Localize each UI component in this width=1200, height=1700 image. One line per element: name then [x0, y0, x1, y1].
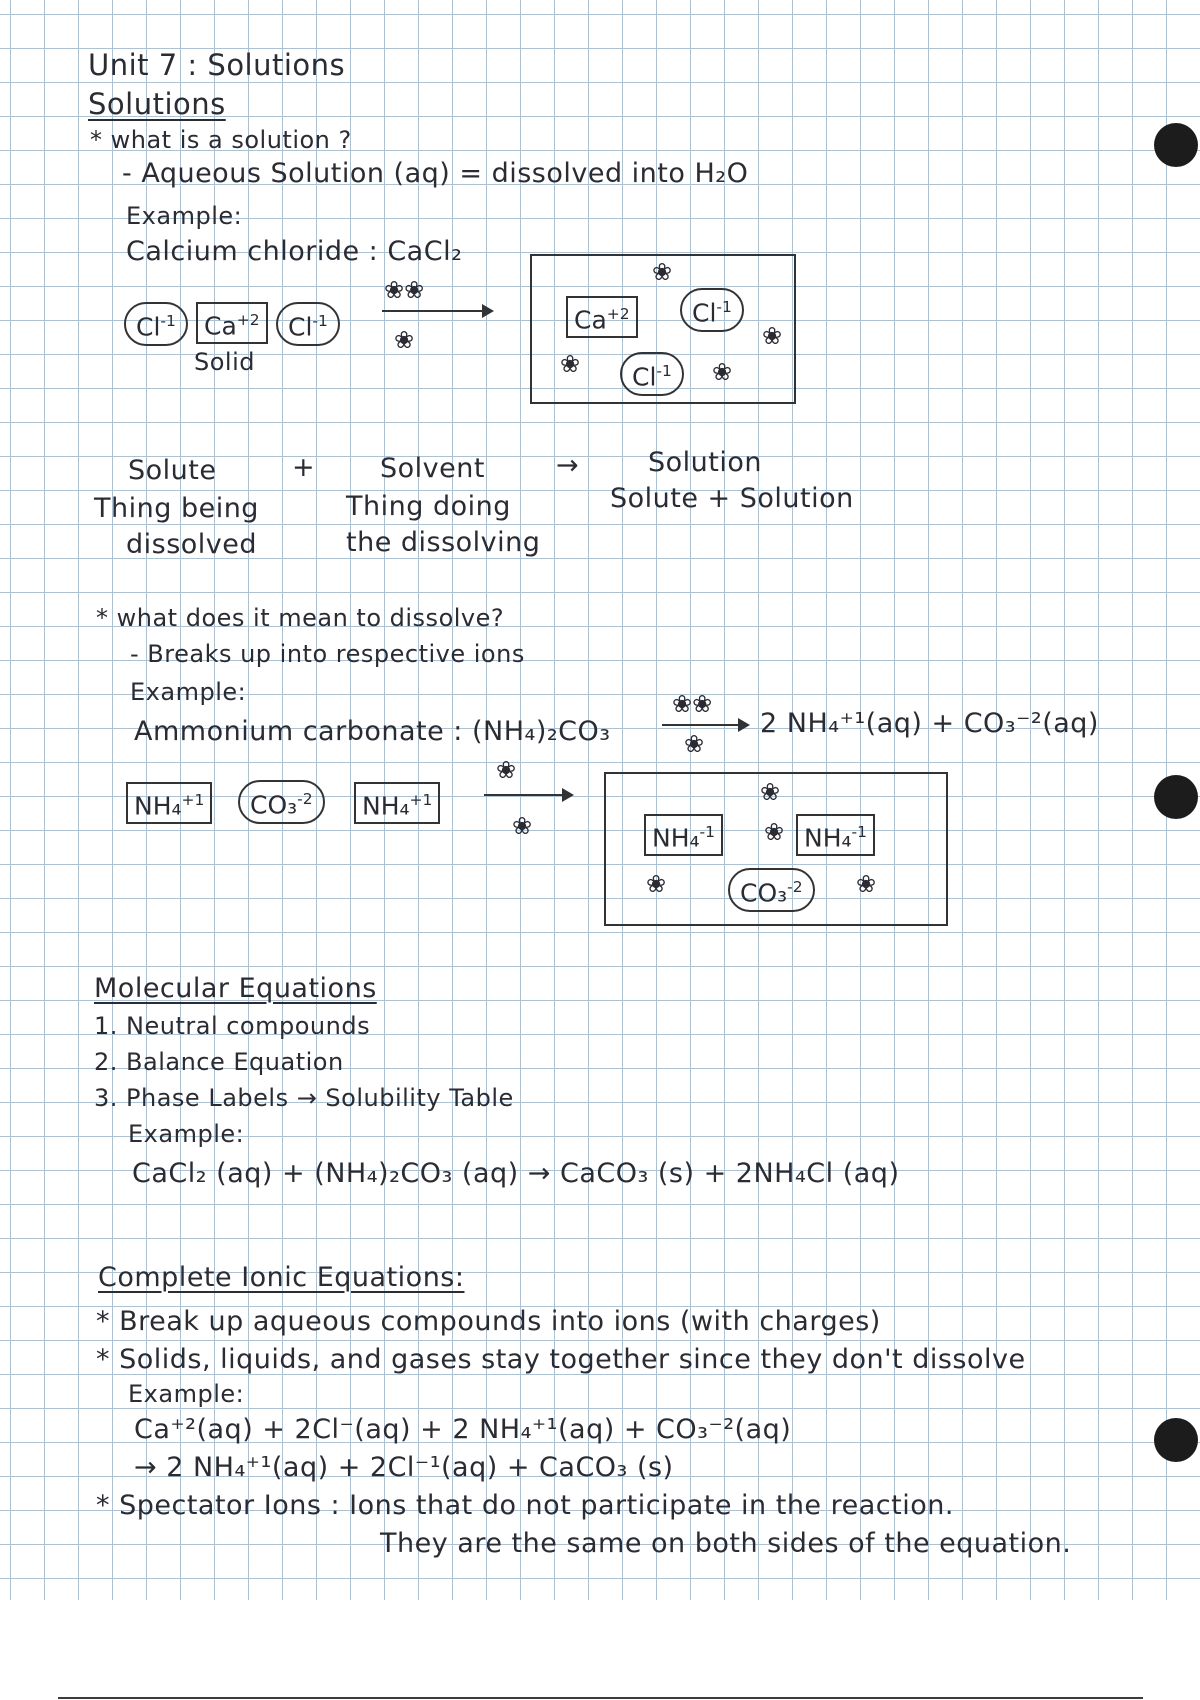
binder-hole — [1154, 775, 1198, 819]
solute-definition-line1: Thing being — [94, 493, 259, 524]
ion-ca-box: $Ca^{+2}$ — [196, 302, 268, 344]
dissolve-arrow — [382, 310, 484, 312]
molecular-equations-heading: Molecular Equations — [94, 973, 377, 1004]
spectator-ions-definition-2: They are the same on both sides of the equation. — [380, 1528, 1072, 1559]
water-molecule-icon: ❀ — [764, 818, 785, 846]
ionic-equations-heading: Complete Ionic Equations: — [98, 1262, 465, 1293]
ion-nh4-box: NH₄$^{+1}$ — [354, 782, 440, 824]
ionic-rule-2: * Solids, liquids, and gases stay together since they don't dissolve — [96, 1344, 1026, 1375]
water-molecule-icon: ❀❀ — [384, 276, 425, 304]
water-molecule-icon: ❀ — [684, 730, 705, 758]
molecular-step-1: 1. Neutral compounds — [94, 1012, 371, 1040]
solution-definition: Solute + Solution — [610, 483, 854, 514]
question-what-is-solution: * what is a solution ? — [90, 126, 352, 154]
ionic-equation-line2: → 2 NH₄⁺¹(aq) + 2Cl⁻¹(aq) + CaCO₃ (s) — [134, 1452, 674, 1483]
dissolve-arrow — [484, 794, 564, 796]
solid-label: Solid — [194, 348, 255, 376]
ion-co3-oval: CO₃$^{-2}$ — [728, 868, 815, 912]
ion-nh4-box: NH₄$^{+1}$ — [126, 782, 212, 824]
molecular-step-3: 3. Phase Labels → Solubility Table — [94, 1084, 514, 1112]
solute-label: Solute — [128, 455, 217, 486]
page-bottom-margin — [0, 1600, 1200, 1700]
ammonium-products: 2 NH₄⁺¹(aq) + CO₃⁻²(aq) — [760, 708, 1099, 739]
example-label: Example: — [128, 1120, 245, 1148]
example-label: Example: — [126, 202, 243, 230]
water-molecule-icon: ❀ — [762, 322, 783, 350]
binder-hole — [1154, 1418, 1198, 1462]
example-label: Example: — [130, 678, 247, 706]
molecular-equation: CaCl₂ (aq) + (NH₄)₂CO₃ (aq) → CaCO₃ (s) + 2NH₄Cl (aq) — [132, 1158, 900, 1189]
ionic-rule-1: * Break up aqueous compounds into ions (with charges) — [96, 1306, 881, 1337]
dissolve-arrow — [662, 724, 740, 726]
water-molecule-icon: ❀ — [560, 350, 581, 378]
arrow-sign: → — [556, 450, 580, 481]
question-dissolve: * what does it mean to dissolve? — [96, 604, 505, 632]
ionic-equation-line1: Ca⁺²(aq) + 2Cl⁻(aq) + 2 NH₄⁺¹(aq) + CO₃⁻²(aq) — [134, 1414, 792, 1445]
solvent-definition-line1: Thing doing — [346, 491, 511, 522]
solute-definition-line2: dissolved — [126, 529, 258, 560]
ion-cl-oval: $Cl^{-1}$ — [620, 352, 684, 396]
example-label: Example: — [128, 1380, 245, 1408]
binder-hole — [1154, 123, 1198, 167]
page-title: Unit 7 : Solutions — [88, 48, 346, 82]
aqueous-definition: - Aqueous Solution (aq) = dissolved into H₂O — [122, 158, 749, 189]
ion-ca-box: $Ca^{+2}$ — [566, 296, 638, 338]
water-molecule-icon: ❀ — [652, 258, 673, 286]
solution-label: Solution — [648, 447, 762, 478]
water-molecule-icon: ❀ — [856, 870, 877, 898]
water-molecule-icon: ❀ — [512, 812, 533, 840]
plus-sign: + — [292, 452, 316, 483]
ion-cl-oval: $Cl^{-1}$ — [276, 302, 340, 346]
solvent-definition-line2: the dissolving — [346, 527, 541, 558]
ion-cl-oval: $Cl^{-1}$ — [124, 302, 188, 346]
ion-co3-oval: CO₃$^{-2}$ — [238, 780, 325, 824]
ion-nh4-box: NH₄$^{-1}$ — [796, 814, 875, 856]
calcium-chloride-line: Calcium chloride : CaCl₂ — [126, 236, 463, 267]
ion-cl-oval: $Cl^{-1}$ — [680, 288, 744, 332]
water-molecule-icon: ❀ — [496, 756, 517, 784]
water-molecule-icon: ❀ — [712, 358, 733, 386]
ion-nh4-box: NH₄$^{-1}$ — [644, 814, 723, 856]
breaks-into-ions: - Breaks up into respective ions — [130, 640, 525, 668]
ammonium-carbonate-line: Ammonium carbonate : (NH₄)₂CO₃ — [134, 716, 611, 747]
solvent-label: Solvent — [380, 453, 485, 484]
molecular-step-2: 2. Balance Equation — [94, 1048, 344, 1076]
water-molecule-icon: ❀ — [394, 326, 415, 354]
water-molecule-icon: ❀❀ — [672, 690, 713, 718]
water-molecule-icon: ❀ — [760, 778, 781, 806]
spectator-ions-definition: * Spectator Ions : Ions that do not participate in the reaction. — [96, 1490, 954, 1521]
water-molecule-icon: ❀ — [646, 870, 667, 898]
section-heading-solutions: Solutions — [88, 87, 226, 121]
bottom-rule — [58, 1697, 1143, 1699]
